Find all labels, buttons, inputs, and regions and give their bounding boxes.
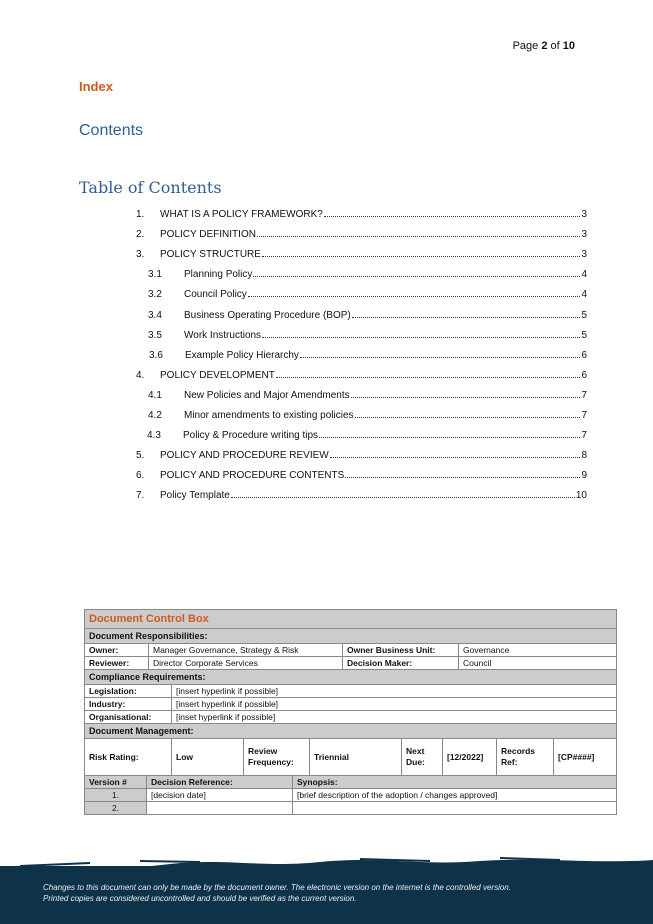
toc-entry-number: 4.2	[148, 410, 162, 421]
synopsis: [brief description of the adoption / changes approved]	[297, 790, 498, 800]
toc-leader-dots	[351, 397, 581, 398]
toc-entry-page: 3	[581, 229, 587, 241]
toc-entry-page: 4	[581, 289, 587, 301]
toc-leader-dots	[345, 477, 580, 478]
toc-entry[interactable]	[148, 286, 587, 300]
toc-leader-dots	[319, 437, 580, 438]
toc-entry[interactable]	[136, 226, 587, 240]
toc-leader-dots	[253, 276, 580, 277]
legislation-value: [insert hyperlink if possible]	[176, 686, 279, 696]
legislation-label: Legislation:	[85, 685, 172, 697]
toc-entry-number: 7.	[136, 490, 145, 502]
toc-entry-title: Business Operating Procedure (BOP)	[184, 309, 351, 321]
management-row	[85, 739, 616, 776]
dcb-title: Document Control Box	[85, 610, 616, 629]
toc-entry-number: 3.	[136, 249, 145, 261]
toc-entry[interactable]	[148, 327, 587, 341]
toc-entry-page: 10	[575, 490, 587, 502]
owner-row	[85, 644, 616, 657]
synopsis	[293, 802, 616, 814]
footer-disclaimer	[43, 882, 511, 904]
toc-entry-title: Minor amendments to existing policies	[184, 410, 354, 421]
legislation-row	[85, 685, 616, 698]
organisational-value: [inset hyperlink if possible]	[176, 712, 276, 722]
toc-entry-page: 8	[581, 450, 587, 462]
toc-entry-number: 6.	[136, 470, 145, 482]
toc-entry-title: POLICY DEVELOPMENT	[160, 369, 275, 381]
toc-entry-title: POLICY DEFINITION	[160, 229, 256, 241]
toc-entry-page: 9	[581, 470, 587, 482]
toc-entry-number: 4.1	[148, 389, 162, 401]
next-due-value: [12/2022]	[443, 739, 497, 775]
toc-leader-dots	[352, 317, 581, 318]
toc-entry-number: 3.2	[148, 289, 162, 301]
toc-entry-title: Council Policy	[184, 289, 247, 301]
toc-entry-title: WHAT IS A POLICY FRAMEWORK?	[160, 209, 323, 220]
risk-label: Risk Rating:	[85, 739, 172, 775]
organisational-label: Organisational:	[85, 711, 172, 723]
toc-leader-dots	[248, 296, 581, 297]
version-number: 2.	[85, 802, 147, 814]
obu-value: Governance	[463, 645, 510, 655]
page-number: Page 2 of 10	[512, 40, 575, 52]
decision-maker-value: Council	[463, 658, 492, 668]
toc-entry[interactable]	[148, 407, 587, 421]
toc-leader-dots	[257, 236, 580, 237]
toc-entry-page: 5	[581, 309, 587, 321]
toc-entry-page: 4	[581, 269, 587, 281]
toc-entry-number: 4.	[136, 369, 145, 381]
toc-leader-dots	[231, 497, 575, 498]
toc-entry-page: 3	[581, 249, 587, 261]
toc-entry-title: POLICY STRUCTURE	[160, 249, 261, 261]
toc-heading: Table of Contents	[79, 178, 222, 197]
owner-label: Owner:	[85, 644, 149, 656]
toc-entry-title: Planning Policy	[184, 269, 253, 281]
toc-leader-dots	[324, 216, 581, 217]
toc-leader-dots	[355, 417, 581, 418]
toc-entry[interactable]	[148, 387, 587, 401]
review-value: Triennial	[310, 739, 402, 775]
version-row	[85, 789, 616, 802]
toc-entry[interactable]	[148, 266, 587, 280]
records-value: [CP####]	[558, 751, 595, 762]
obu-label: Owner Business Unit:	[343, 644, 459, 656]
toc-entry-page: 3	[581, 209, 587, 220]
toc-entry-number: 2.	[136, 229, 145, 241]
section-management: Document Management:	[85, 724, 616, 739]
toc-entry-title: Policy & Procedure writing tips	[183, 430, 319, 442]
toc-entry-title: Policy Template	[160, 490, 230, 502]
reviewer-row	[85, 657, 616, 670]
toc-entry-number: 3.5	[148, 329, 162, 341]
toc-entry[interactable]	[136, 447, 587, 461]
toc-entry-number: 1.	[136, 209, 145, 220]
reviewer-value: Director Corporate Services	[149, 657, 343, 669]
section-compliance: Compliance Requirements:	[85, 670, 616, 685]
industry-row	[85, 698, 616, 711]
toc-entry[interactable]	[148, 307, 587, 321]
toc-entry-title: New Policies and Major Amendments	[184, 389, 350, 401]
toc-leader-dots	[262, 256, 580, 257]
records-label: Records Ref:	[497, 739, 554, 775]
index-label: Index	[79, 79, 113, 94]
toc-entry-number: 3.4	[148, 309, 162, 321]
toc-entry-page: 7	[581, 389, 587, 401]
owner-value: Manager Governance, Strategy & Risk	[149, 644, 343, 656]
toc-entry-title: POLICY AND PROCEDURE REVIEW	[160, 450, 329, 462]
version-row	[85, 802, 616, 814]
version-header: Version #	[85, 776, 147, 788]
industry-label: Industry:	[85, 698, 172, 710]
next-due-label: Next Due:	[402, 739, 443, 775]
toc-entry[interactable]	[149, 347, 587, 361]
contents-heading: Contents	[79, 122, 144, 139]
decision-maker-label: Decision Maker:	[343, 657, 459, 669]
version-header-row	[85, 776, 616, 789]
toc-leader-dots	[262, 337, 580, 338]
toc-entry[interactable]	[136, 467, 587, 481]
toc-entry-page: 5	[581, 329, 587, 341]
reviewer-label: Reviewer:	[85, 657, 149, 669]
toc-entry-page: 7	[581, 430, 587, 442]
version-number: 1.	[85, 789, 147, 801]
toc-entry-page: 6	[581, 369, 587, 381]
toc-entry[interactable]	[136, 246, 587, 260]
toc-entry-title: Work Instructions	[184, 329, 262, 341]
toc-entry-number: 3.1	[148, 269, 162, 281]
toc-entry[interactable]	[147, 427, 587, 441]
toc-entry[interactable]	[136, 206, 587, 220]
toc-entry-number: 3.6	[149, 349, 163, 361]
toc-entry-number: 4.3	[147, 430, 161, 442]
decision-reference	[147, 802, 293, 814]
document-control-box	[84, 609, 617, 815]
industry-value: [insert hyperlink if possible]	[176, 699, 279, 709]
section-responsibilities: Document Responsibilities:	[85, 629, 616, 644]
toc-entry-title: Example Policy Hierarchy	[185, 349, 299, 361]
toc-entry[interactable]	[136, 367, 587, 381]
synopsis-header: Synopsis:	[297, 777, 338, 787]
decision-header: Decision Reference:	[147, 776, 293, 788]
organisational-row	[85, 711, 616, 724]
toc-entry-page: 7	[581, 410, 587, 421]
toc-leader-dots	[300, 357, 581, 358]
toc-entry-number: 5.	[136, 450, 145, 462]
review-label: Review Frequency:	[244, 739, 310, 775]
toc-entry-title: POLICY AND PROCEDURE CONTENTS	[160, 470, 345, 482]
footer-line-1: Changes to this document can only be made by the document owner. The electronic version on the internet is the controlled version.	[43, 883, 511, 892]
footer-line-2: Printed copies are considered uncontrolled and should be verified as the current version.	[43, 894, 357, 903]
toc-entry[interactable]	[136, 487, 587, 501]
toc-entry-page: 6	[581, 349, 587, 361]
risk-value: Low	[172, 739, 244, 775]
toc-leader-dots	[276, 377, 581, 378]
decision-reference: [decision date]	[147, 789, 293, 801]
toc-leader-dots	[330, 457, 581, 458]
